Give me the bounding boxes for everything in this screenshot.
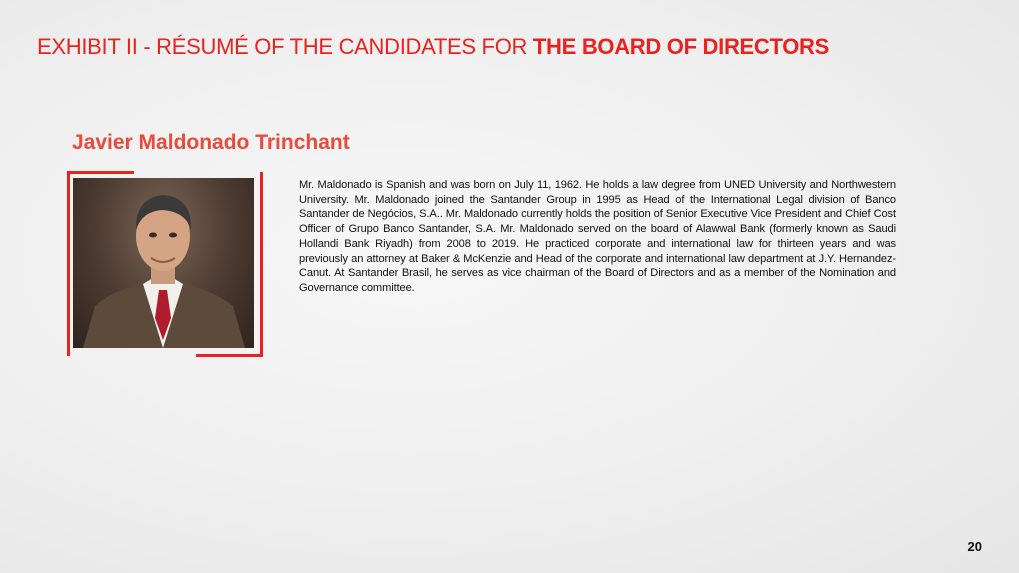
title-emphasis: THE BOARD OF DIRECTORS — [532, 34, 830, 59]
candidate-name: Javier Maldonado Trinchant — [72, 131, 350, 154]
photo-frame — [67, 171, 263, 357]
candidate-photo — [73, 178, 254, 348]
portrait-illustration — [73, 178, 254, 348]
page-number: 20 — [967, 539, 982, 554]
title-prefix: EXHIBIT II - RÉSUMÉ OF THE CANDIDATES FOR — [37, 34, 533, 59]
candidate-biography: Mr. Maldonado is Spanish and was born on July 11, 1962. He holds a law degree from UNED University and Northwestern University. Mr. Maldonado joined the Santander Group in 1995 as Head of the International Legal division of Banco Santander de Negócios, S.A.. Mr. Maldonado currently holds the position of Senior Executive Vice President and Chief Cost Officer of Grupo Banco Santander, S.A. Mr. Maldonado served on the board of Alawwal Bank (formerly known as Saudi Hollandi Bank Riyadh) from 2008 to 2019. He practiced corporate and international law for thirteen years and was previously an attorney at Baker & McKenzie and Head of the corporate and international law department at J.Y. Hernandez-Canut. At Santander Brasil, he serves as vice chairman of the Board of Directors and as a member of the Nomination and Governance committee. — [299, 179, 896, 294]
page-title — [37, 34, 829, 60]
